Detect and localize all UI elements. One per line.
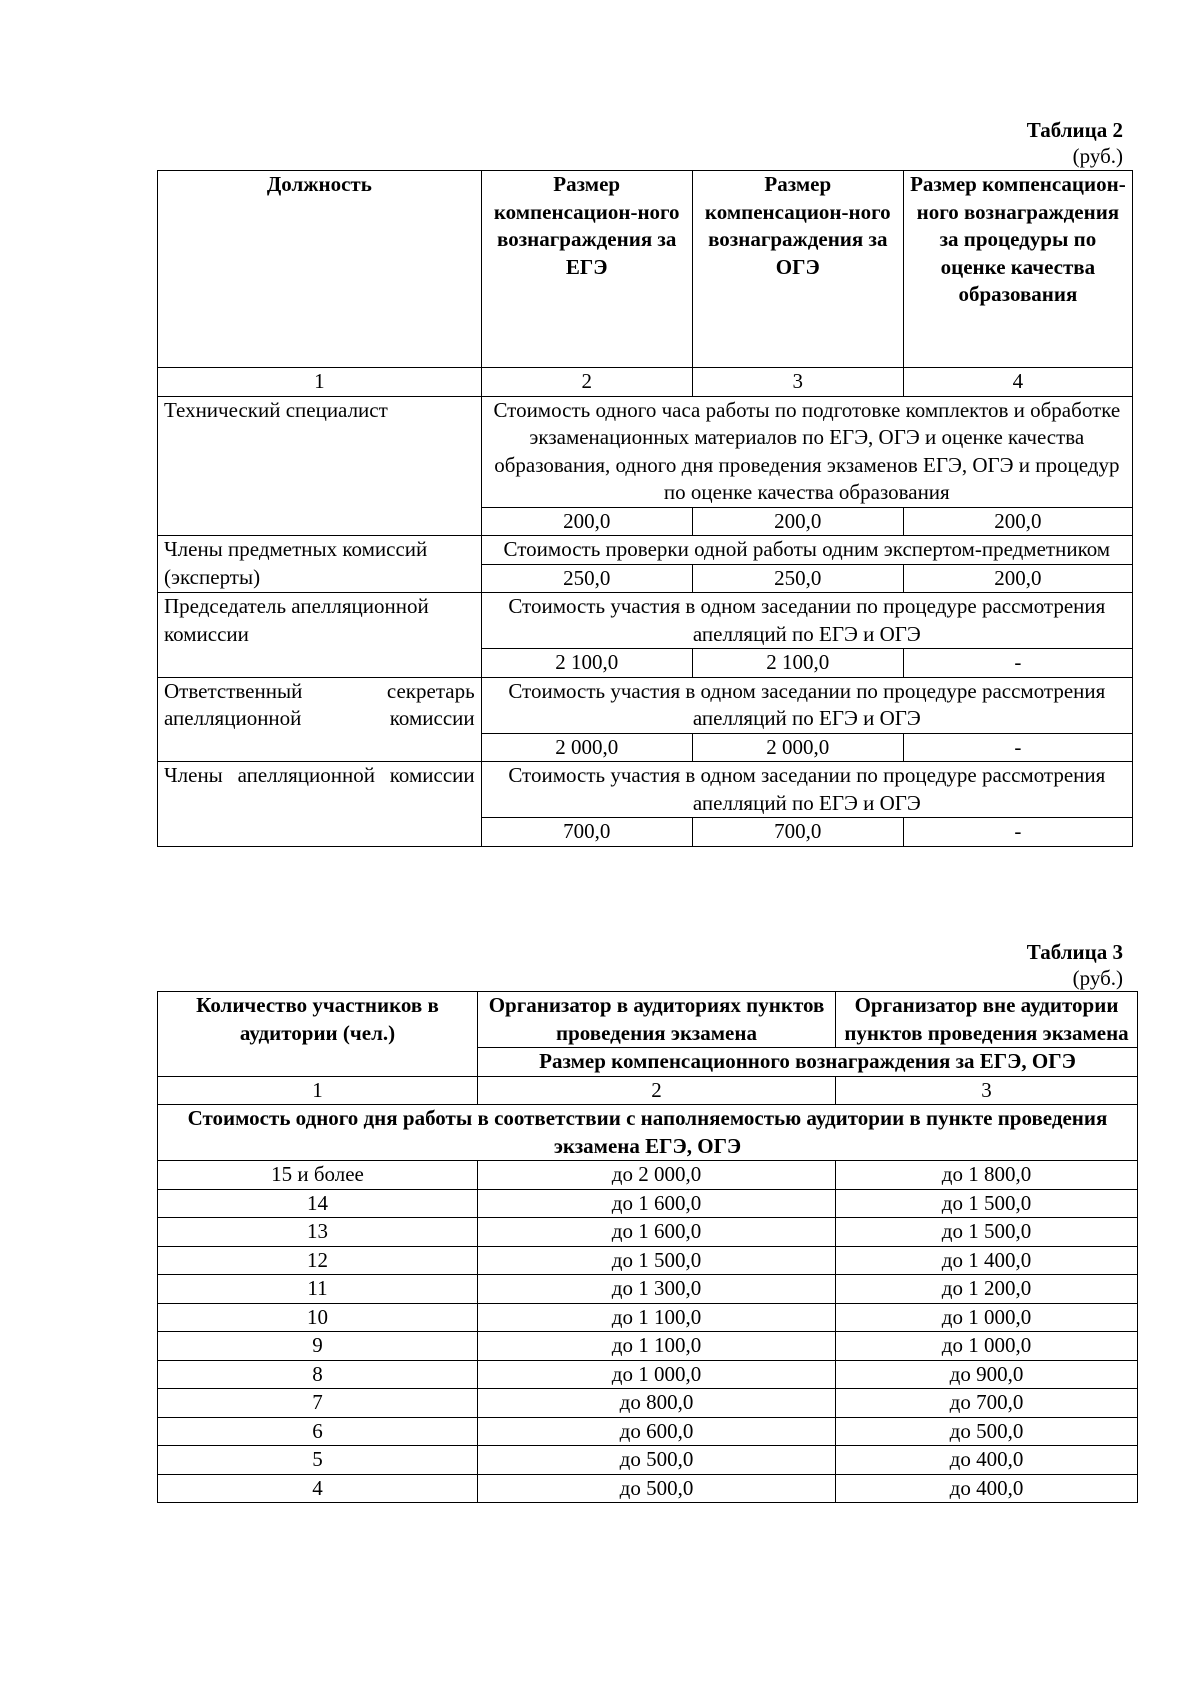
outside-organizer-cell: до 900,0 — [836, 1360, 1138, 1389]
table2-position: Технический специалист — [158, 396, 482, 536]
outside-organizer-cell: до 500,0 — [836, 1417, 1138, 1446]
table2-row-description — [158, 593, 1133, 649]
table2-description: Стоимость участия в одном заседании по процедуре рассмотрения апелляций по ЕГЭ и ОГЭ — [481, 593, 1132, 649]
table2-value: 700,0 — [481, 818, 692, 847]
table2-value: 700,0 — [692, 818, 903, 847]
table2-value: 2 100,0 — [692, 649, 903, 678]
table2-header-oge: Размер компенсацион-ного вознаграждения за ОГЭ — [692, 171, 903, 368]
table3-colnum: 1 — [158, 1076, 478, 1105]
table-row — [158, 1189, 1138, 1218]
table2-caption — [1027, 117, 1123, 169]
table3-title: Таблица 3 — [1026, 940, 1123, 964]
table2-value: - — [903, 733, 1132, 762]
participants-count-cell: 14 — [158, 1189, 478, 1218]
outside-organizer-cell: до 1 500,0 — [836, 1218, 1138, 1247]
outside-organizer-cell: до 1 400,0 — [836, 1246, 1138, 1275]
table-row — [158, 1246, 1138, 1275]
table3-subheader: Размер компенсационного вознаграждения за ЕГЭ, ОГЭ — [478, 1048, 1138, 1077]
table2-value: 250,0 — [692, 564, 903, 593]
participants-count-cell: 6 — [158, 1417, 478, 1446]
table2-unit: (руб.) — [1072, 144, 1123, 168]
table2-value: 200,0 — [903, 507, 1132, 536]
table2-row-description — [158, 536, 1133, 565]
participants-count-cell: 9 — [158, 1332, 478, 1361]
outside-organizer-cell: до 1 000,0 — [836, 1303, 1138, 1332]
table2-value: - — [903, 818, 1132, 847]
table3-body — [158, 1161, 1138, 1503]
table2-colnum: 4 — [903, 368, 1132, 397]
table2-value: 2 000,0 — [692, 733, 903, 762]
table3-colnum: 2 — [478, 1076, 836, 1105]
table2-row-description — [158, 396, 1133, 507]
table2-row-description — [158, 677, 1133, 733]
inside-organizer-cell: до 1 600,0 — [478, 1218, 836, 1247]
table3-column-numbers — [158, 1076, 1138, 1105]
table2-position: Члены предметных комиссий (эксперты) — [158, 536, 482, 593]
inside-organizer-cell: до 2 000,0 — [478, 1161, 836, 1190]
table2-position: Члены апелляционной комиссии — [158, 762, 482, 847]
table-row — [158, 1161, 1138, 1190]
table2-description: Стоимость проверки одной работы одним экспертом-предметником — [481, 536, 1132, 565]
inside-organizer-cell: до 1 600,0 — [478, 1189, 836, 1218]
table3-colnum: 3 — [836, 1076, 1138, 1105]
table2-value: - — [903, 649, 1132, 678]
participants-count-cell: 8 — [158, 1360, 478, 1389]
table2-description: Стоимость участия в одном заседании по процедуре рассмотрения апелляций по ЕГЭ и ОГЭ — [481, 677, 1132, 733]
table-3 — [157, 991, 1138, 1503]
inside-organizer-cell: до 800,0 — [478, 1389, 836, 1418]
table-row — [158, 1417, 1138, 1446]
participants-count-cell: 10 — [158, 1303, 478, 1332]
inside-organizer-cell: до 500,0 — [478, 1446, 836, 1475]
outside-organizer-cell: до 1 800,0 — [836, 1161, 1138, 1190]
table-row — [158, 1275, 1138, 1304]
inside-organizer-cell: до 1 300,0 — [478, 1275, 836, 1304]
outside-organizer-cell: до 700,0 — [836, 1389, 1138, 1418]
table2-value: 2 100,0 — [481, 649, 692, 678]
table-row — [158, 1389, 1138, 1418]
table3-section-title: Стоимость одного дня работы в соответствии с наполняемостью аудитории в пункте проведения экзамена ЕГЭ, ОГЭ — [158, 1105, 1138, 1161]
participants-count-cell: 13 — [158, 1218, 478, 1247]
table3-header-outside: Организатор вне аудитории пунктов проведения экзамена — [836, 992, 1138, 1048]
table3-unit: (руб.) — [1072, 966, 1123, 990]
table-row — [158, 1474, 1138, 1503]
table2-colnum: 2 — [481, 368, 692, 397]
participants-count-cell: 15 и более — [158, 1161, 478, 1190]
inside-organizer-cell: до 1 100,0 — [478, 1303, 836, 1332]
participants-count-cell: 12 — [158, 1246, 478, 1275]
table2-row-description — [158, 762, 1133, 818]
table2-colnum: 1 — [158, 368, 482, 397]
outside-organizer-cell: до 1 000,0 — [836, 1332, 1138, 1361]
table2-column-numbers — [158, 368, 1133, 397]
table3-caption — [1027, 939, 1123, 991]
outside-organizer-cell: до 400,0 — [836, 1474, 1138, 1503]
table2-position: Председатель апелляционной комиссии — [158, 593, 482, 678]
outside-organizer-cell: до 1 500,0 — [836, 1189, 1138, 1218]
table2-value: 200,0 — [481, 507, 692, 536]
table3-header-row — [158, 992, 1138, 1048]
table-row — [158, 1332, 1138, 1361]
table2-value: 2 000,0 — [481, 733, 692, 762]
inside-organizer-cell: до 1 100,0 — [478, 1332, 836, 1361]
table-row — [158, 1446, 1138, 1475]
inside-organizer-cell: до 600,0 — [478, 1417, 836, 1446]
inside-organizer-cell: до 1 000,0 — [478, 1360, 836, 1389]
table2-value: 250,0 — [481, 564, 692, 593]
table-2 — [157, 170, 1133, 847]
table2-colnum: 3 — [692, 368, 903, 397]
participants-count-cell: 7 — [158, 1389, 478, 1418]
table-row — [158, 1303, 1138, 1332]
table-row — [158, 1218, 1138, 1247]
participants-count-cell: 5 — [158, 1446, 478, 1475]
table2-description: Стоимость одного часа работы по подготовке комплектов и обработке экзаменационных материалов по ЕГЭ, ОГЭ и оценке качества образования, одного дня проведения экзаменов ЕГЭ, ОГЭ и процедур по оценке качества образования — [481, 396, 1132, 507]
table3-header-inside: Организатор в аудиториях пунктов проведения экзамена — [478, 992, 836, 1048]
table-row — [158, 1360, 1138, 1389]
table2-value: 200,0 — [903, 564, 1132, 593]
participants-count-cell: 11 — [158, 1275, 478, 1304]
table2-header-ege: Размер компенсацион-ного вознаграждения за ЕГЭ — [481, 171, 692, 368]
outside-organizer-cell: до 1 200,0 — [836, 1275, 1138, 1304]
table3-section-row — [158, 1105, 1138, 1161]
table3-header-count: Количество участников в аудитории (чел.) — [158, 992, 478, 1077]
table2-title: Таблица 2 — [1026, 118, 1123, 142]
participants-count-cell: 4 — [158, 1474, 478, 1503]
table2-value: 200,0 — [692, 507, 903, 536]
table2-header-position: Должность — [158, 171, 482, 368]
outside-organizer-cell: до 400,0 — [836, 1446, 1138, 1475]
inside-organizer-cell: до 1 500,0 — [478, 1246, 836, 1275]
table2-description: Стоимость участия в одном заседании по процедуре рассмотрения апелляций по ЕГЭ и ОГЭ — [481, 762, 1132, 818]
table2-header-quality: Размер компенсацион-ного вознаграждения за процедуры по оценке качества образования — [903, 171, 1132, 368]
inside-organizer-cell: до 500,0 — [478, 1474, 836, 1503]
table2-header-row — [158, 171, 1133, 368]
table2-position: Ответственный секретарь апелляционной комиссии — [158, 677, 482, 762]
